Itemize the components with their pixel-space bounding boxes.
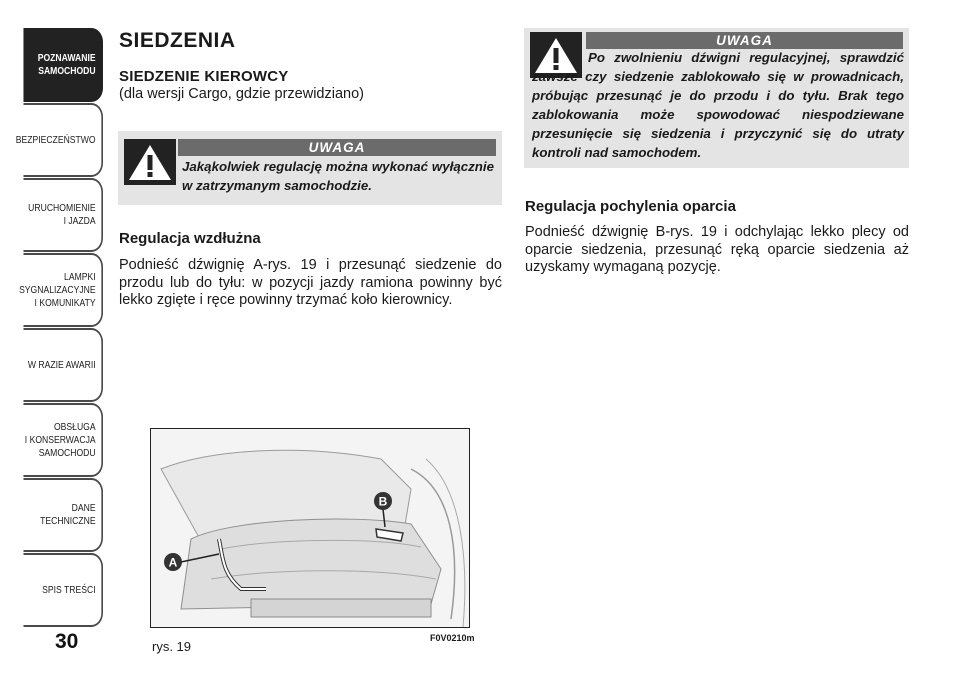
warning-text-2: Po zwolnieniu dźwigni regulacyjnej, sprawdzić zawsze czy siedzenie zablokowało się w prowadnicach, próbując przesunąć je do przodu i do tyłu. Brak tego zablokowania może spowodować niespodziewane przesunięcie się siedzenia i przyczynić się do utraty kontroli nad samochodem. xyxy=(532,50,904,160)
seat-drawing xyxy=(151,429,470,628)
figure-code: F0V0210m xyxy=(430,633,475,643)
figure-caption: rys. 19 xyxy=(152,639,192,654)
section-heading-regulacja-pochylenia: Regulacja pochylenia oparcia xyxy=(525,198,736,215)
tab-poznawanie-samochodu[interactable]: POZNAWANIE SAMOCHODU xyxy=(23,28,103,102)
section-body-regulacja-wzdluzna: Podnieść dźwignię A-rys. 19 i przesunąć siedzenie do przodu lub do tyłu: w pozycji jazdy ramiona powinny być lekko zgięte i ręce powinny trzymać koło kierownicy. xyxy=(119,257,502,308)
warning-label-2: UWAGA xyxy=(586,32,903,49)
seat-illustration xyxy=(150,428,470,628)
label-b-text: B xyxy=(378,494,388,509)
tab-w-razie-awarii[interactable]: W RAZIE AWARII xyxy=(23,328,103,402)
warning-text-1: Jakąkolwiek regulację można wykonać wyłącznie w zatrzymanym samochodzie. xyxy=(182,159,494,193)
tab-uruchomienie-i-jazda[interactable]: URUCHOMIENIE I JAZDA xyxy=(23,178,103,252)
section-heading-regulacja-wzdluzna: Regulacja wzdłużna xyxy=(119,230,261,247)
tab-dane-techniczne[interactable]: DANE TECHNICZNE xyxy=(23,478,103,552)
warning-label-1: UWAGA xyxy=(178,139,496,156)
section-subtitle: SIEDZENIE KIEROWCY xyxy=(119,68,289,85)
tab-lampki-sygnalizacyjne[interactable]: LAMPKI SYGNALIZACYJNE I KOMUNIKATY xyxy=(23,253,103,327)
tab-obsluga-i-konserwacja[interactable]: OBSŁUGA I KONSERWACJA SAMOCHODU xyxy=(23,403,103,477)
tab-spis-tresci[interactable]: SPIS TREŚCI xyxy=(23,553,103,627)
label-a-text: A xyxy=(168,555,178,570)
chapter-sidebar xyxy=(0,0,106,640)
tab-bezpieczenstwo[interactable]: BEZPIECZEŃSTWO xyxy=(23,103,103,177)
page-title: SIEDZENIA xyxy=(119,29,236,52)
page-number: 30 xyxy=(55,630,79,653)
section-body-regulacja-pochylenia: Podnieść dźwignię B-rys. 19 i odchylając lekko plecy od oparcie siedzenia, przesunąć ręką oparcie siedzenia aż uzyskamy wymaganą pozycję. xyxy=(525,224,909,275)
subtitle-note: (dla wersji Cargo, gdzie przewidziano) xyxy=(119,86,364,102)
warning-box-2 xyxy=(524,28,909,168)
warning-box-1 xyxy=(118,131,502,205)
warning-triangle-icon xyxy=(124,139,176,185)
